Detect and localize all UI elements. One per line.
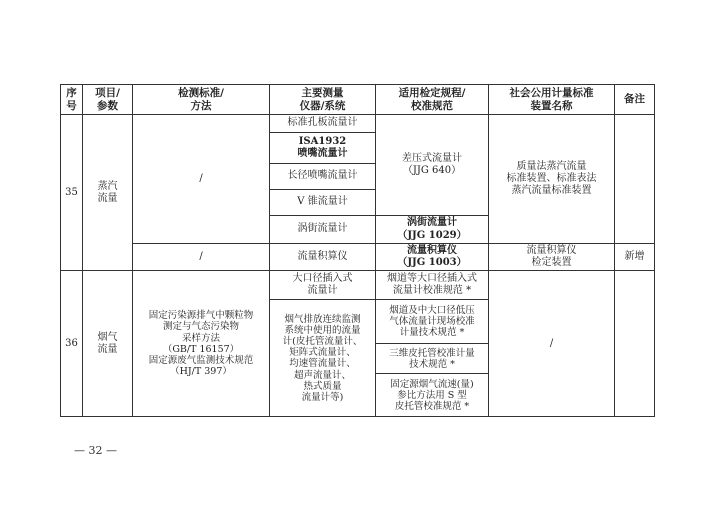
- row35-instrument: V 锥流量计: [270, 190, 376, 216]
- header-note: 备注: [615, 85, 655, 115]
- header-instrument: 主要测量 仪器/系统: [270, 85, 376, 115]
- row36-regulation: 烟道及中大口径低压 气体流量计现场校准 计量技术规范 *: [376, 300, 489, 344]
- row35-standard: 质量法蒸汽流量 标准装置、标准表法 蒸汽流量标准装置: [489, 115, 615, 244]
- row36-instrument: 大口径插入式 流量计: [270, 271, 376, 300]
- row35-regulation-diff: 差压式流量计 （JJG 640）: [376, 115, 489, 216]
- measurement-standards-table: [60, 84, 655, 417]
- row35-item: 蒸汽 流量: [83, 115, 133, 271]
- row36-instrument: 烟气排放连续监测 系统中使用的流量 计(皮托管流量计、 矩阵式流量计、 均速管流量计、 超声流量计、 热式质量 流量计等): [270, 300, 376, 417]
- row36-regulation: 三维皮托管校准计量 技术规范 *: [376, 344, 489, 374]
- header-regulation: 适用检定规程/ 校准规范: [376, 85, 489, 115]
- row35-note: [615, 115, 655, 244]
- row35-instrument: 长径喷嘴流量计: [270, 164, 376, 190]
- row36-method: 固定污染源排气中颗粒物 测定与气态污染物 采样方法 （GB/T 16157） 固定源废气监测技术规范 （HJ/T 397）: [133, 271, 270, 417]
- row35b-method: /: [133, 244, 270, 271]
- row35-no: 35: [61, 115, 83, 271]
- table-row: [61, 244, 655, 271]
- row35b-instrument: 流量积算仪: [270, 244, 376, 271]
- row35b-regulation: 流量积算仪 （JJG 1003）: [376, 244, 489, 271]
- row35-regulation-vortex: 涡街流量计 （JJG 1029）: [376, 216, 489, 244]
- row36-note: [615, 271, 655, 417]
- table-header-row: [61, 85, 655, 115]
- row36-regulation: 固定源烟气流速(量) 参比方法用 S 型 皮托管校准规范 *: [376, 374, 489, 417]
- header-standard: 社会公用计量标准 装置名称: [489, 85, 615, 115]
- row36-standard: /: [489, 271, 615, 417]
- row35-instrument: 涡街流量计: [270, 216, 376, 244]
- row36-no: 36: [61, 271, 83, 417]
- header-item: 项目/ 参数: [83, 85, 133, 115]
- table-row: [61, 115, 655, 133]
- row35-instrument: 标准孔板流量计: [270, 115, 376, 133]
- table-row: [61, 271, 655, 300]
- row35b-standard: 流量积算仪 检定装置: [489, 244, 615, 271]
- header-no: 序 号: [61, 85, 83, 115]
- page-number: — 32 —: [74, 444, 117, 457]
- row35b-note: 新增: [615, 244, 655, 271]
- header-method: 检测标准/ 方法: [133, 85, 270, 115]
- row36-item: 烟气 流量: [83, 271, 133, 417]
- row35-instrument: ISA1932 喷嘴流量计: [270, 133, 376, 164]
- row36-regulation: 烟道等大口径插入式 流量计校准规范 *: [376, 271, 489, 300]
- row35-method: /: [133, 115, 270, 244]
